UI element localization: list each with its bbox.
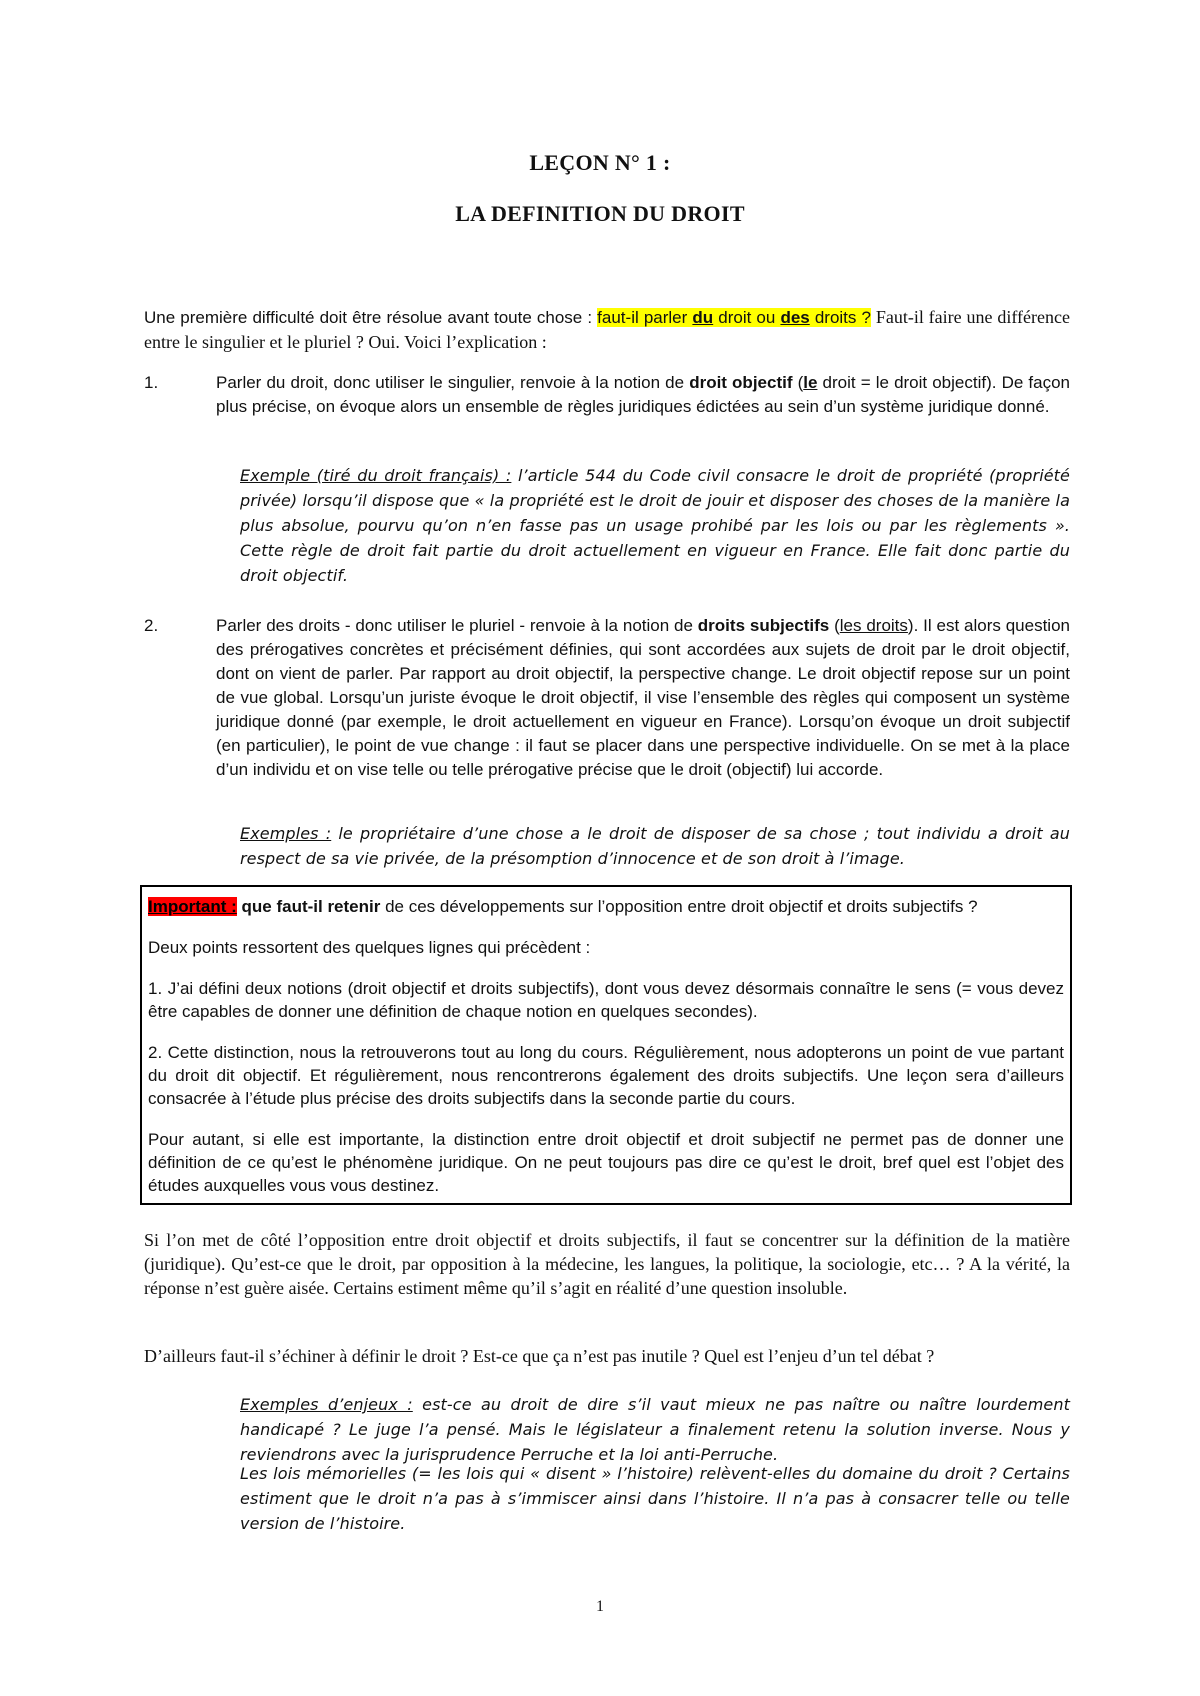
item1-d: droit = le droit objectif). De façon plus précise, on évoque alors un ensemble de règles juridiques édictées au sein d’un système juridique donné. [216, 373, 1070, 416]
important-bold: que faut-il retenir [236, 897, 381, 916]
list-item-1-text [216, 371, 1070, 419]
list-item-2-text [216, 614, 1070, 782]
item1-a: Parler du droit, donc utiliser le singulier, renvoie à la notion de [216, 373, 690, 392]
list-number-1: 1. [144, 373, 159, 392]
intro-paragraph [144, 305, 1070, 355]
item1-c: ( [792, 373, 804, 392]
lesson-number-heading: LEÇON N° 1 : [529, 150, 671, 175]
hl-part-c: droits ? [809, 308, 871, 327]
page-number: 1 [596, 1598, 604, 1615]
item1-le: le [803, 373, 818, 392]
item2-les: les droits [839, 616, 908, 635]
example-4: Les lois mémorielles (= les lois qui « disent » l’histoire) relèvent-elles du domaine du droit ? Certains estiment que le droit n’a pas à s’immiscer ainsi dans l’histoire. Il n’a pas à consacrer telle ou telle version de l’histoire. [240, 1464, 1070, 1533]
box-paragraph-3: 1. J’ai défini deux notions (droit objectif et droits subjectifs), dont vous devez désormais connaître le sens (= vous devez être capables de donner une définition de chaque notion en quelques secondes). [148, 979, 1064, 1021]
box-paragraph-5: Pour autant, si elle est importante, la distinction entre droit objectif et droit subjectif ne permet pas de donner une définition de ce qu’est le phénomène juridique. On ne peut toujours pas dire ce qu’est le droit, bref quel est l’objet des études auxquelles vous vous destinez. [148, 1130, 1064, 1195]
list-number-2: 2. [144, 616, 159, 635]
example-1 [240, 463, 1070, 588]
item2-d: ). Il est alors question des prérogatives concrètes et précisément définies, qui sont accordées aux sujets de droit par le droit objectif, dont on vient de parler. Par rapport au droit objectif, la perspective change. Le droit objectif repose sur un point de vue global. Lorsqu’un juriste évoque le droit objectif, il vise l’ensemble des règles qui composent un système juridique donné (par exemple, le droit actuellement en vigueur en France). Lorsqu’on évoque un droit subjectif (en particulier), le point de vue change : il faut se placer dans une perspective individuelle. On se met à la place d’un individu et on vise telle ou telle prérogative précise que le droit (objectif) lui accorde. [216, 616, 1070, 779]
example-3 [240, 1392, 1070, 1467]
lesson-title-heading: LA DEFINITION DU DROIT [455, 201, 745, 226]
intro-text-start: Une première difficulté doit être résolue avant toute chose : [144, 308, 598, 327]
paragraph-question: D’ailleurs faut-il s’échiner à définir le droit ? Est-ce que ça n’est pas inutile ? Quel est l’enjeu d’un tel débat ? [144, 1346, 935, 1366]
box-paragraph-4: 2. Cette distinction, nous la retrouverons tout au long du cours. Régulièrement, nous adopterons un point de vue partant du droit dit objectif. Et régulièrement, nous rencontrerons également des droits subjectifs. Une leçon sera d’ailleurs consacrée à l’étude plus précise des droits subjectifs dans la seconde partie du cours. [148, 1043, 1064, 1108]
important-box [140, 885, 1072, 1205]
important-rest: de ces développements sur l’opposition entre droit objectif et droits subjectifs ? [380, 897, 978, 916]
item1-bold: droit objectif [689, 373, 793, 392]
example1-label: Exemple (tiré du droit français) : [240, 466, 512, 485]
highlighted-question [597, 308, 871, 327]
example2-text: le propriétaire d’une chose a le droit de disposer de sa chose ; tout individu a droit au respect de sa vie privée, de la présomption d’innocence et de son droit à l’image. [240, 824, 1071, 868]
intro-text-end: Faut-il faire une différence entre le singulier et le pluriel ? Oui. Voici l’explication : [144, 307, 1070, 352]
example-2 [240, 821, 1070, 871]
example3-text: est-ce au droit de dire s’il vaut mieux ne pas naître ou naître lourdement handicapé ? Le juge l’a pensé. Mais le législateur a finalement retenu la solution inverse. Nous y reviendrons avec la jurisprudence Perruche et la loi anti-Perruche. [240, 1395, 1070, 1464]
list-item-1 [144, 371, 1070, 419]
example3-label: Exemples d’enjeux : [240, 1395, 413, 1414]
hl-du: du [692, 308, 714, 327]
list-item-2 [144, 614, 1070, 782]
example1-text: l’article 544 du Code civil consacre le droit de propriété (propriété privée) lorsqu’il dispose que « la propriété est le droit de jouir et disposer des choses de la manière la plus absolue, pourvu qu’on n’en fasse pas un usage prohibé par les lois ou par les règlements ». Cette règle de droit fait partie du droit actuellement en vigueur en France. Elle fait donc partie du droit objectif. [240, 466, 1070, 585]
paragraph-definition: Si l’on met de côté l’opposition entre droit objectif et droits subjectifs, il faut se concentrer sur la définition de la matière (juridique). Qu’est-ce que le droit, par opposition à la médecine, les langues, la politique, la sociologie, etc… ? A la vérité, la réponse n’est guère aisée. Certains estiment même qu’il s’agit en réalité d’une question insoluble. [144, 1230, 1070, 1298]
item2-bold: droits subjectifs [697, 616, 830, 635]
example2-label: Exemples : [240, 824, 332, 843]
hl-des: des [780, 308, 810, 327]
important-question [148, 895, 1064, 918]
box-paragraph-2: Deux points ressortent des quelques lignes qui précèdent : [148, 938, 591, 957]
item2-c: ( [829, 616, 840, 635]
item2-a: Parler des droits - donc utiliser le pluriel - renvoie à la notion de [216, 616, 698, 635]
hl-part-a: faut-il parler [597, 308, 693, 327]
important-label: Important : [148, 897, 237, 916]
hl-part-b: droit ou [713, 308, 781, 327]
